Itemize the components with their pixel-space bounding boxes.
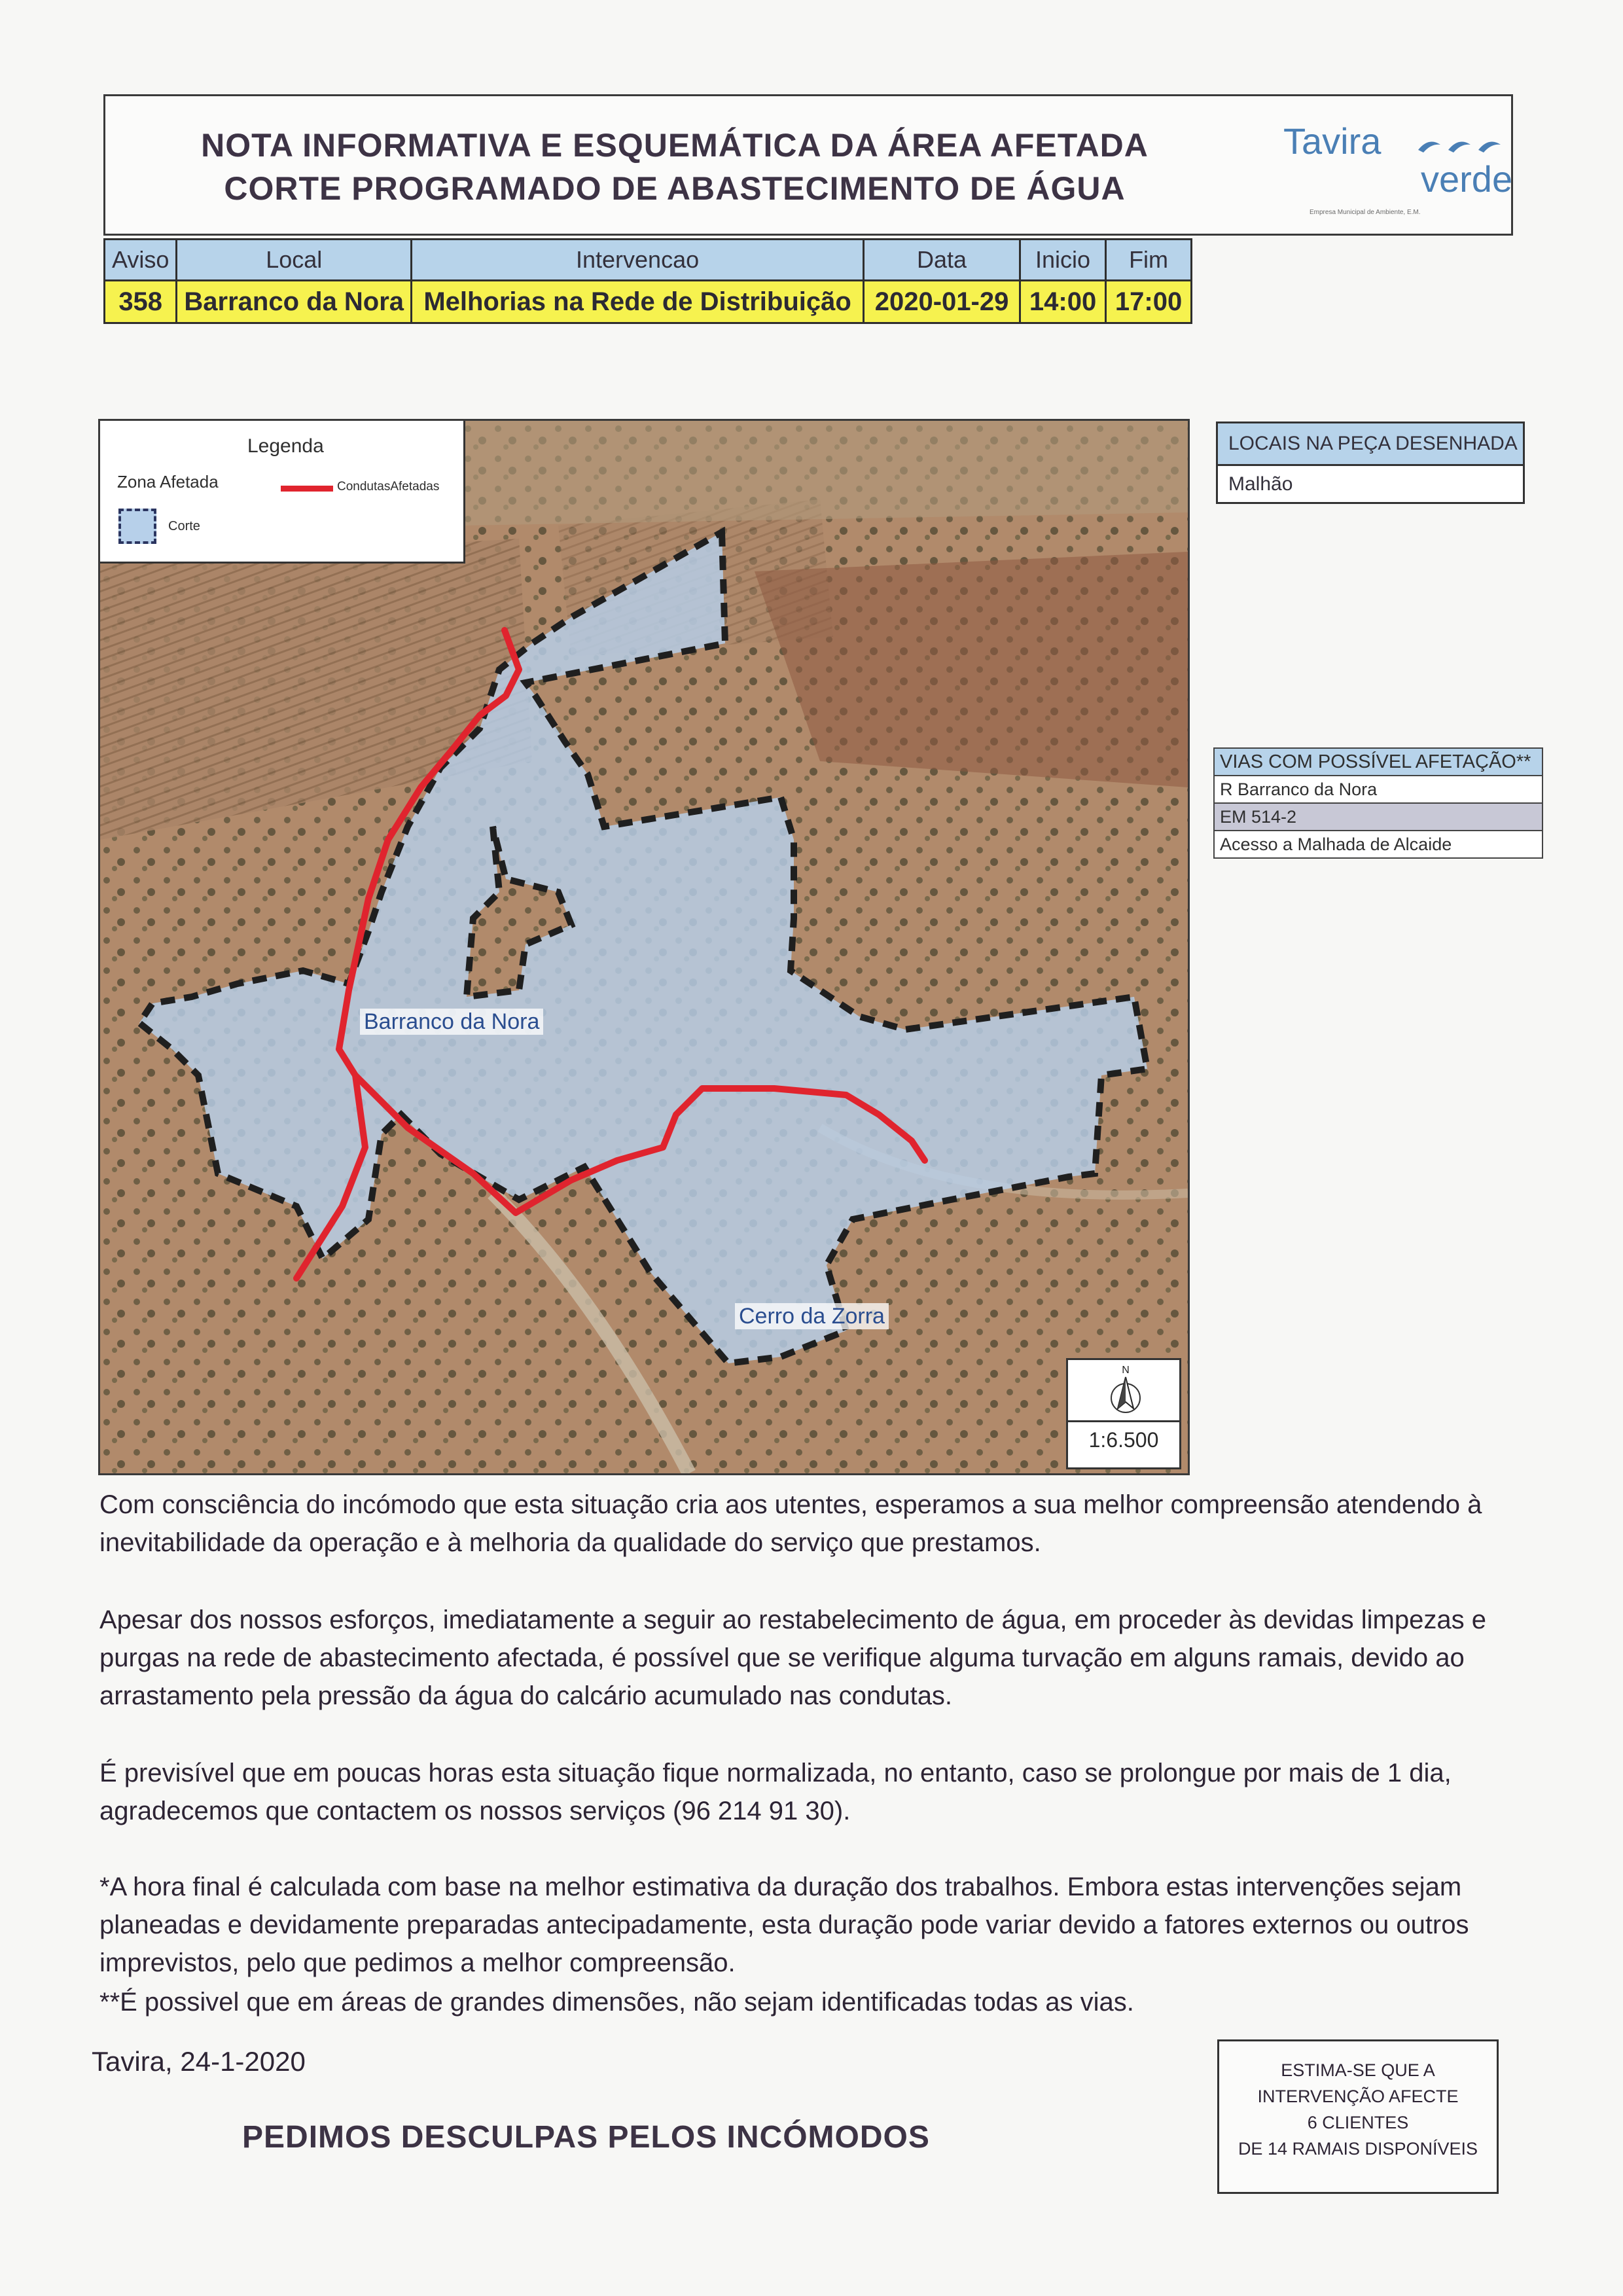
footnote-roads: **É possivel que em áreas de grandes dimensões, não sejam identificadas todas as vias. xyxy=(99,1988,1134,2017)
column-header: Aviso xyxy=(105,240,177,281)
place-date: Tavira, 24-1-2020 xyxy=(92,2046,306,2077)
column-header: Local xyxy=(177,240,412,281)
vias-box xyxy=(1213,747,1543,859)
locais-box xyxy=(1216,422,1525,504)
notice-cell: 2020-01-29 xyxy=(864,281,1020,323)
vias-item: R Barranco da Nora xyxy=(1215,776,1542,804)
north-scale-box xyxy=(1066,1358,1181,1469)
column-header: Intervencao xyxy=(412,240,864,281)
notice-cell: Barranco da Nora xyxy=(177,281,412,323)
legend-zone-label: Zona Afetada xyxy=(117,472,219,492)
estimate-line: INTERVENÇÃO AFECTE xyxy=(1257,2087,1459,2106)
north-arrow-icon xyxy=(1106,1364,1145,1418)
notice-cell: 14:00 xyxy=(1020,281,1106,323)
logo-name-b: verde xyxy=(1421,158,1513,200)
legend-pipe-swatch xyxy=(281,486,333,492)
estimate-line: ESTIMA-SE QUE A xyxy=(1281,2060,1435,2080)
north-letter: N xyxy=(1122,1365,1130,1376)
vias-item: EM 514-2 xyxy=(1215,804,1542,831)
notice-cell: 358 xyxy=(105,281,177,323)
legend-pipe-label: CondutasAfetadas xyxy=(337,480,440,493)
tavira-verde-logo xyxy=(1283,120,1513,224)
locais-header: LOCAIS NA PEÇA DESENHADA xyxy=(1218,423,1523,466)
title-line-1: NOTA INFORMATIVA E ESQUEMÁTICA DA ÁREA AFETADA xyxy=(201,127,1149,164)
notice-data-row xyxy=(105,281,1192,323)
body-paragraph-2: Apesar dos nossos esforços, imediatamente a seguir ao restabelecimento de água, em proceder às devidas limpezas e purgas na rede de abastecimento afectada, é possível que se verifique alguma turvação em alguns ramais, devido ao arrastamento pela pressão da água do calcário acumulado nas condutas. xyxy=(99,1605,1486,1710)
title-line-2: CORTE PROGRAMADO DE ABASTECIMENTO DE ÁGUA xyxy=(224,170,1126,207)
notice-table xyxy=(103,238,1192,324)
column-header: Data xyxy=(864,240,1020,281)
legend-zone-swatch xyxy=(118,509,156,544)
notice-cell: 17:00 xyxy=(1106,281,1192,323)
estimate-line: 6 CLIENTES xyxy=(1307,2113,1409,2132)
legend-title: Legenda xyxy=(247,435,324,457)
column-header: Fim xyxy=(1106,240,1192,281)
legend-swatch-label: Corte xyxy=(168,519,200,533)
body-paragraph-1: Com consciência do incómodo que esta situação cria aos utentes, esperamos a sua melhor compreensão atendendo à inevitabilidade da operação e à melhoria da qualidade do serviço que prestamos. xyxy=(99,1490,1482,1557)
notice-header-row xyxy=(105,240,1192,281)
logo-name-a: Tavira xyxy=(1283,120,1382,162)
place-label-cerro-da-zorra: Cerro da Zorra xyxy=(735,1303,889,1329)
locais-item: Malhão xyxy=(1228,473,1293,495)
satellite-map-image xyxy=(100,421,1188,1473)
affected-area-map xyxy=(98,419,1190,1475)
map-scale: 1:6.500 xyxy=(1088,1428,1159,1452)
document-header xyxy=(103,94,1513,236)
vias-item: Acesso a Malhada de Alcaide xyxy=(1215,831,1542,857)
notice-cell: Melhorias na Rede de Distribuição xyxy=(412,281,864,323)
place-label-barranco-da-nora: Barranco da Nora xyxy=(360,1009,543,1035)
column-header: Inicio xyxy=(1020,240,1106,281)
logo-subtitle: Empresa Municipal de Ambiente, E.M. xyxy=(1310,209,1421,216)
estimate-line: DE 14 RAMAIS DISPONÍVEIS xyxy=(1238,2139,1478,2159)
map-legend xyxy=(100,421,465,564)
body-paragraph-3: É previsível que em poucas horas esta situação fique normalizada, no entanto, caso se prolongue por mais de 1 dia, agradecemos que contactem os nossos serviços (96 214 91 30). xyxy=(99,1759,1452,1825)
scale-divider xyxy=(1068,1420,1179,1422)
footnote-time: *A hora final é calculada com base na melhor estimativa da duração dos trabalhos. Embora estas intervenções sejam planeadas e devidamente preparadas antecipadamente, esta duração pode variar devido a fatores externos ou outros imprevistos, pelo que pedimos a melhor compreensão. xyxy=(99,1873,1469,1977)
logo-waves-icon xyxy=(1414,130,1506,159)
vias-header: VIAS COM POSSÍVEL AFETAÇÃO** xyxy=(1215,749,1542,776)
apology-text: PEDIMOS DESCULPAS PELOS INCÓMODOS xyxy=(242,2120,930,2155)
estimate-box xyxy=(1217,2039,1499,2194)
